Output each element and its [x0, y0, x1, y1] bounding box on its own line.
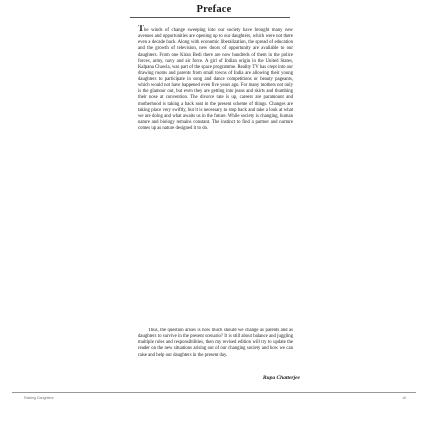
preface-paragraph-1 — [138, 25, 293, 325]
title-underline — [130, 17, 290, 18]
footer-divider — [12, 392, 416, 393]
author-signature: Rupa Chatterjee — [262, 375, 300, 381]
paragraph-1-text: he winds of change sweeping into our society have brought many new avenues and opportunities are opening up to our daughters, which were not there even a decade back. Along with economic liberalization, the spread of education and the growth of television, new doors of opportunity are available to our daughters. From one Kiran Bedi there are now hundreds of them in the police forces, army, navy and air force. A girl of Indian origin in the United States, Kalpana Chawla, was part of the space programme. Reality TV has crept into our drawing rooms and parents from small towns of India are allowing their young daughters to participate in song and dance competitions or beauty pageants, which would not have happened even five years ago. For many mothers not only is the glamour out, but even they are getting into jeans and skirts and thumbing their nose at convention. The divorce rate is up, careers are paramount and motherhood is taking a back seat in the present scheme of things. Changes are taking place very swiftly, but it is necessary to stop back and take a look at what we are doing and what awaits us in the future. While society is changing, human nature and biology remains constant. The instinct to find a partner and nurture comes up as nature designed it to do. — [138, 28, 293, 131]
footer-book-title: Raising Daughters — [24, 396, 54, 400]
preface-paragraph-2: Thus, the question arises is how much should we change as parents and as daughters to survive in the present scenario? It is still about balance and juggling multiple roles and responsibilities, then my revised edition will try to update the reader on the new situations arising out of our changing society and how we can raise and help our daughters in the present day. — [138, 328, 293, 358]
footer-page-number: vii — [402, 396, 406, 400]
drop-cap: T — [138, 25, 145, 33]
page-title: Preface — [196, 4, 232, 15]
